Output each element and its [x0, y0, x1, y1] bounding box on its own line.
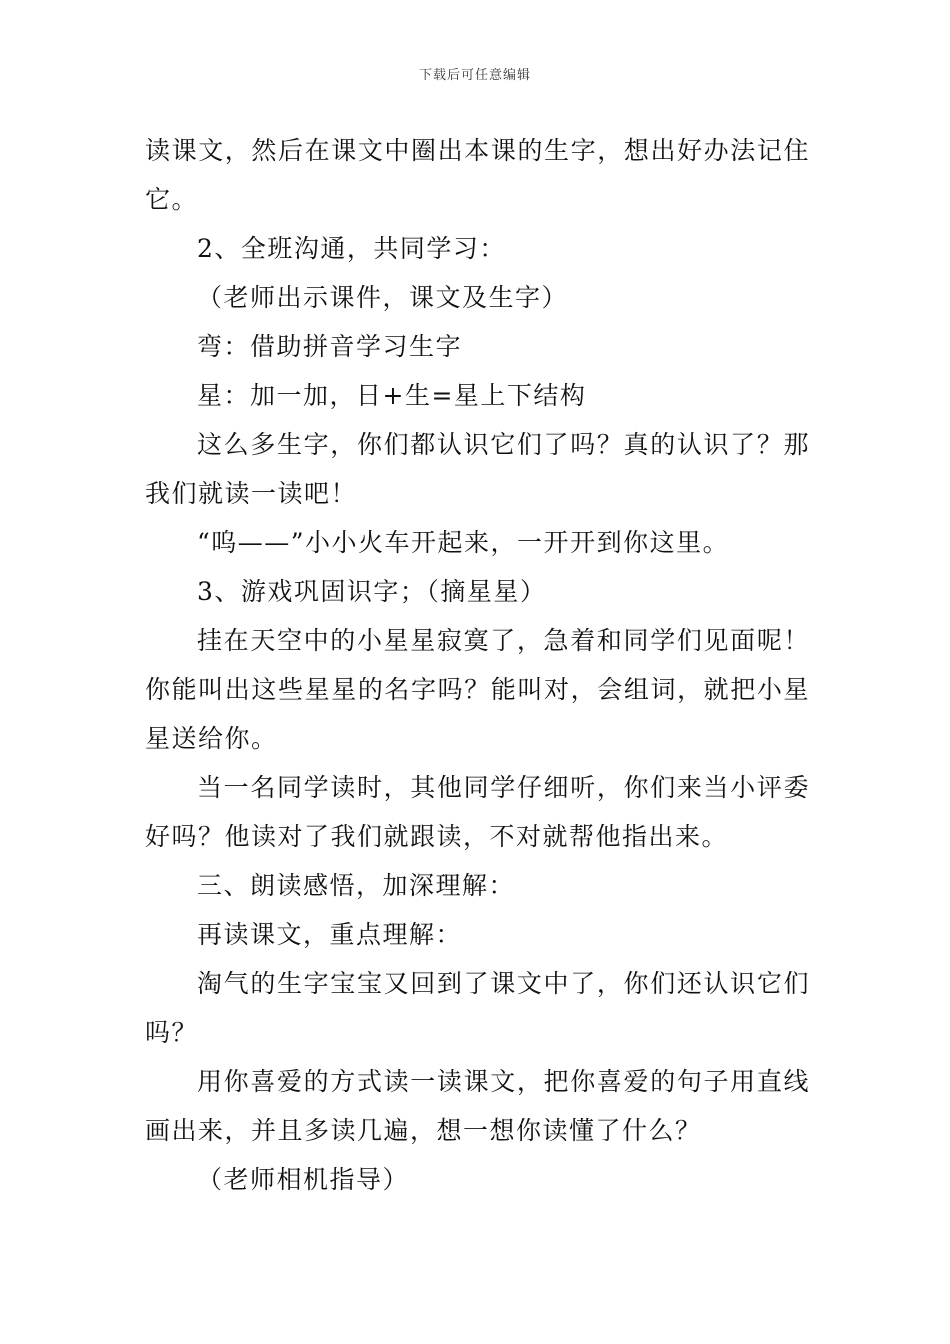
paragraph: 2、全班沟通，共同学习： — [197, 234, 506, 263]
paragraph: 淘气的生字宝宝又回到了课文中了，你们还认识它们吗？ — [145, 969, 810, 1047]
paragraph: （老师出示课件，课文及生字） — [197, 283, 569, 312]
document-body — [145, 126, 810, 1204]
paragraph: 星：加一加，日+生=星上下结构 — [197, 381, 587, 410]
page-header: 下载后可任意编辑 — [418, 68, 531, 83]
paragraph: 这么多生字，你们都认识它们了吗？真的认识了？那我们就读一读吧！ — [145, 430, 810, 508]
paragraph: 当一名同学读时，其他同学仔细听，你们来当小评委好吗？他读对了我们就跟读，不对就帮他指出来。 — [145, 773, 810, 851]
paragraph: “呜——”小小火车开起来，一开开到你这里。 — [197, 528, 730, 557]
paragraph: 3、游戏巩固识字；（摘星星） — [197, 577, 547, 606]
paragraph: 用你喜爱的方式读一读课文，把你喜爱的句子用直线画出来，并且多读几遍，想一想你读懂了什么？ — [145, 1067, 810, 1145]
paragraph: 读课文，然后在课文中圈出本课的生字，想出好办法记住它。 — [145, 136, 810, 214]
paragraph: 弯：借助拼音学习生字 — [197, 332, 463, 361]
paragraph: 挂在天空中的小星星寂寞了，急着和同学们见面呢！你能叫出这些星星的名字吗？能叫对，会组词，就把小星星送给你。 — [145, 626, 810, 753]
paragraph: 再读课文，重点理解： — [197, 920, 463, 949]
paragraph: （老师相机指导） — [197, 1165, 410, 1194]
paragraph: 三、朗读感悟，加深理解： — [197, 871, 516, 900]
